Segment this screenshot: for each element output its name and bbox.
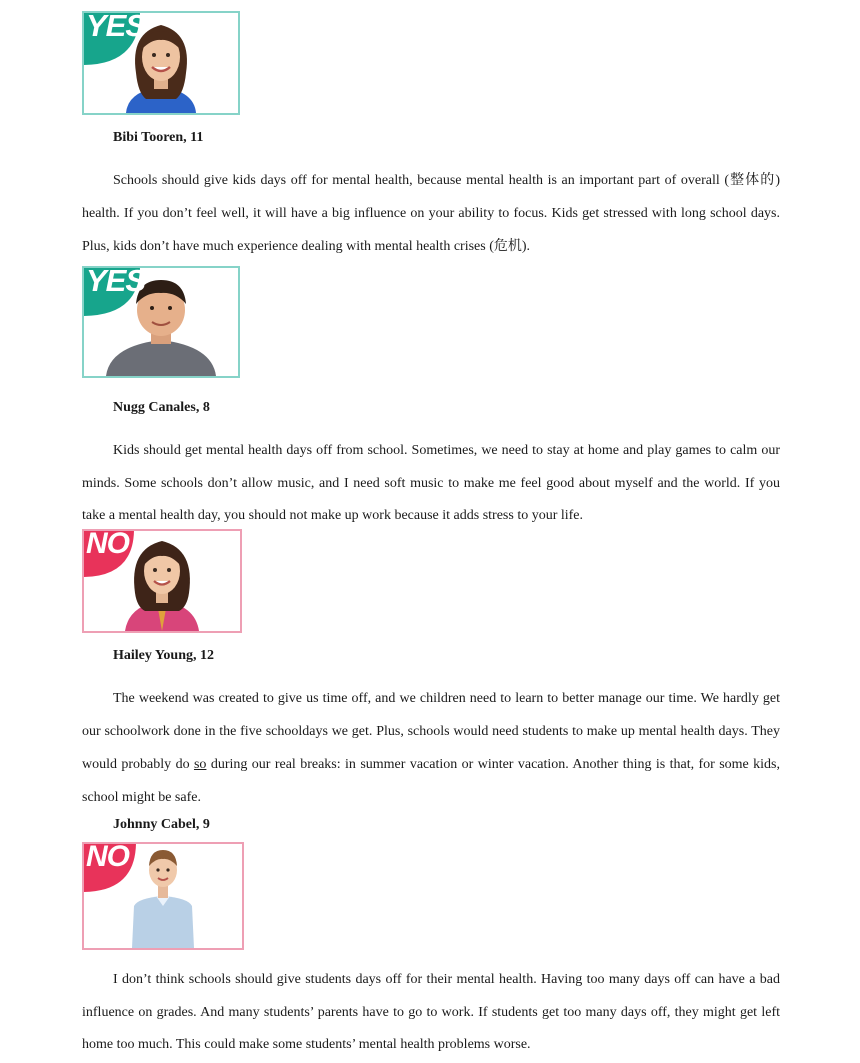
- author-name: Nugg Canales, 8: [113, 400, 210, 415]
- yes-badge: YES: [82, 11, 140, 65]
- opinion-paragraph: The weekend was created to give us time off, and we children need to learn to better manage our time. We hardly get our schoolwork done in the five schooldays we get. Plus, schools would need students to make up mental health days. They would probably do so during our real breaks: in summer vacation or winter vacation. Another thing is that, for some kids, school might be safe.: [82, 691, 781, 805]
- author-name: Hailey Young, 12: [113, 648, 214, 663]
- photo-johnny-cabel: [82, 842, 244, 950]
- no-badge: NO: [82, 842, 136, 892]
- no-badge: NO: [82, 529, 134, 577]
- opinion-paragraph: Kids should get mental health days off from school. Sometimes, we need to stay at home and play games to calm our minds. Some schools don’t allow music, and I need soft music to make me feel good about myself and the world. If you take a mental health day, you should not make up work because it adds stress to your life.: [82, 443, 780, 523]
- author-name: Johnny Cabel, 9: [113, 817, 210, 832]
- photo-bibi-tooren: [82, 11, 240, 115]
- opinion-paragraph: I don’t think schools should give students days off for their mental health. Having too many days off can have a bad influence on grades. And many students’ parents have to go to work. If students get too many days off, they might get left home too much. This could make some students’ mental health problems worse.: [82, 972, 780, 1052]
- photo-nugg-canales: [82, 266, 240, 378]
- author-name: Bibi Tooren, 11: [113, 130, 204, 145]
- yes-badge: YES: [82, 266, 140, 316]
- underlined-word: so: [193, 757, 207, 772]
- photo-hailey-young: [82, 529, 242, 633]
- opinion-paragraph: Schools should give kids days off for mental health, because mental health is an important part of overall (整体的) health. If you don’t feel well, it will have a big influence on your ability to focus. Kids get stressed with long school days. Plus, kids don’t have much experience dealing with mental health crises (危机).: [82, 173, 780, 254]
